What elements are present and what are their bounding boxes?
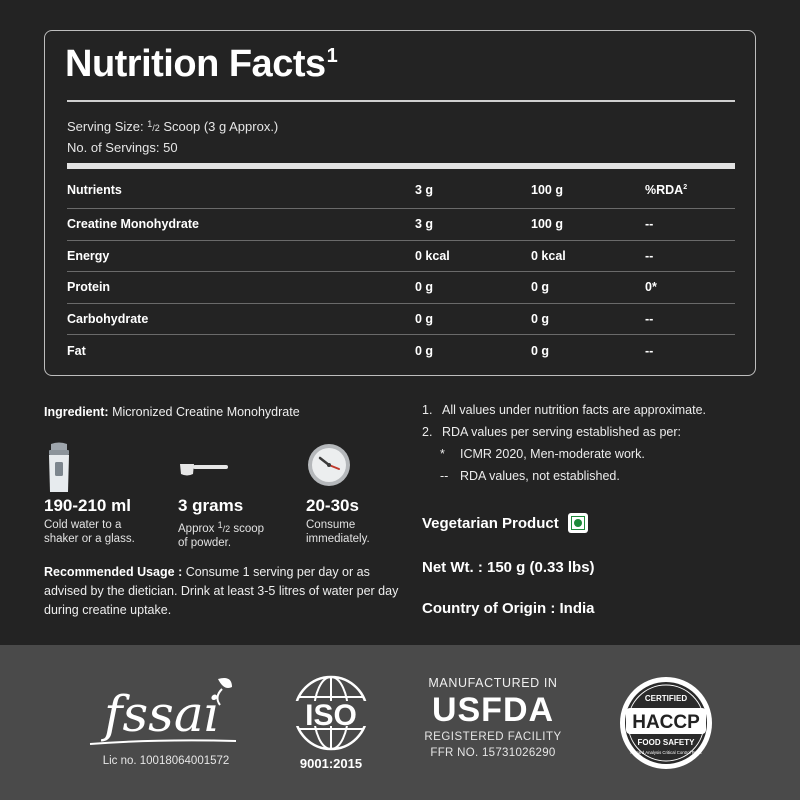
thick-divider (67, 163, 735, 169)
fssai-logo-icon (86, 673, 246, 753)
table-row (67, 335, 735, 367)
row-nutrient: Creatine Monohydrate (67, 217, 199, 232)
usage-water-desc (44, 518, 135, 546)
row-nutrient: Carbohydrate (67, 312, 149, 327)
haccp-seal-icon (616, 673, 716, 773)
serving-size-value: Scoop (3 g Approx.) (159, 119, 279, 134)
serving-fraction: 1/2 (147, 119, 160, 133)
recommended-usage-label: Recommended Usage : (44, 565, 183, 579)
header-nutrient: Nutrients (67, 182, 122, 197)
row-rda: 0* (645, 280, 657, 295)
row-per-serving: 0 kcal (415, 248, 450, 263)
usage-scoop-desc (178, 518, 264, 550)
row-nutrient: Protein (67, 280, 111, 295)
usage-time-desc-line2: immediately. (306, 533, 370, 545)
ingredient-line (44, 405, 300, 419)
servings-count: No. of Servings: 50 (67, 140, 178, 155)
usage-scoop-value: 3 grams (178, 496, 244, 515)
footnote-marker: 2. (422, 425, 433, 439)
fssai-logo-text: fssai (104, 685, 220, 743)
row-nutrient: Fat (67, 344, 86, 359)
footnote-marker: -- (440, 469, 449, 483)
thin-divider (67, 100, 735, 102)
usage-scoop-desc-line2: of powder. (178, 537, 232, 549)
ingredient-label: Ingredient: (44, 405, 109, 419)
usage-scoop-fraction-num: 1 (217, 520, 223, 530)
row-per-serving: 3 g (415, 217, 434, 232)
footnote-marker: 1. (422, 403, 433, 417)
row-per-serving: 0 g (415, 312, 434, 327)
usage-scoop-fraction-den: 2 (225, 524, 231, 534)
clock-icon (306, 442, 370, 494)
ingredient-value: Micronized Creatine Monohydrate (108, 405, 300, 419)
header-rda (645, 183, 735, 197)
footnote-item (422, 447, 706, 469)
footnote-item (422, 425, 706, 447)
net-weight: Net Wt. : 150 g (0.33 lbs) (422, 559, 595, 576)
table-header-row (67, 171, 735, 209)
veg-mark-icon (568, 513, 588, 533)
usage-scoop-fraction: 1/2 (217, 520, 231, 534)
usage-scoop-desc-line1 (178, 518, 264, 536)
header-per-serving: 3 g (415, 182, 434, 197)
footnote-text: RDA values per serving established as per: (442, 425, 682, 439)
shaker-icon (44, 442, 135, 494)
serving-fraction-num: 1 (147, 119, 153, 129)
table-row (67, 304, 735, 336)
usage-time-value: 20-30s (306, 496, 359, 515)
row-per-100g: 0 g (531, 312, 550, 327)
serving-fraction-den: 2 (154, 123, 160, 133)
footnote-text: All values under nutrition facts are approximate. (442, 403, 707, 417)
nutrition-title-footnote: 1 (326, 45, 338, 67)
footnote-marker: * (440, 447, 445, 461)
row-per-100g: 0 g (531, 280, 550, 295)
usage-water (44, 442, 135, 546)
haccp-title: HACCP (632, 712, 700, 733)
nutrition-table (67, 171, 735, 367)
table-row (67, 241, 735, 273)
header-per-100g: 100 g (531, 182, 563, 197)
usage-scoop (178, 442, 264, 550)
usfda-ffr-number: FFR NO. 15731026290 (430, 747, 556, 759)
fssai-license-number: Lic no. 10018064001572 (102, 755, 230, 767)
usfda-manufactured: MANUFACTURED IN (428, 676, 558, 690)
recommended-usage (44, 563, 404, 620)
footnote-text: RDA values, not established. (460, 469, 620, 483)
usage-scoop-unit: scoop (230, 523, 265, 535)
usage-water-desc-line1: Cold water to a (44, 519, 122, 531)
haccp-certified: CERTIFIED (644, 694, 688, 703)
table-row (67, 209, 735, 241)
row-rda: -- (645, 217, 654, 232)
row-per-100g: 100 g (531, 217, 563, 232)
serving-info (67, 114, 278, 158)
row-per-100g: 0 g (531, 344, 550, 359)
usfda-badge (418, 676, 568, 759)
vegetarian-text: Vegetarian Product (422, 514, 559, 532)
header-rda-text: %RDA (645, 182, 684, 197)
usage-time (306, 442, 370, 546)
usfda-registered: REGISTERED FACILITY (424, 731, 562, 743)
row-per-serving: 0 g (415, 344, 434, 359)
vegetarian-label (422, 513, 588, 533)
serving-size-label: Serving Size: (67, 119, 148, 134)
table-row (67, 272, 735, 304)
country-of-origin: Country of Origin : India (422, 600, 595, 617)
iso-globe-icon (286, 675, 376, 755)
footnote-item (422, 469, 706, 491)
row-rda: -- (645, 312, 654, 327)
fssai-badge (86, 673, 246, 783)
certification-footer (0, 645, 800, 800)
serving-size (67, 114, 278, 138)
usfda-title: USFDA (431, 691, 555, 729)
row-rda: -- (645, 344, 654, 359)
iso-logo-text: ISO (305, 699, 357, 732)
recommended-usage-text: Consume 1 serving per day or as advised by the dietician. Drink at least 3-5 litres of water per day during creatine uptake. (44, 565, 399, 617)
footnote-item (422, 403, 706, 425)
haccp-food-safety: FOOD SAFETY (637, 738, 695, 747)
iso-badge (286, 675, 376, 775)
row-nutrient: Energy (67, 248, 110, 263)
footnotes (422, 403, 706, 491)
haccp-subtitle: Hazard Analysis Critical Control Point (630, 750, 702, 755)
usage-water-desc-line2: shaker or a glass. (44, 533, 135, 545)
haccp-badge (616, 673, 716, 773)
usage-time-desc-line1: Consume (306, 519, 356, 531)
row-per-serving: 0 g (415, 280, 434, 295)
header-rda-footnote: 2 (683, 183, 688, 191)
nutrition-title (65, 43, 337, 86)
usage-time-desc (306, 518, 370, 546)
usage-water-value: 190-210 ml (44, 496, 131, 515)
nutrition-title-text: Nutrition Facts (65, 43, 326, 85)
iso-standard: 9001:2015 (299, 756, 363, 771)
usage-scoop-approx: Approx (178, 523, 218, 535)
nutrition-facts-panel (44, 30, 756, 376)
row-per-100g: 0 kcal (531, 248, 566, 263)
footnote-text: ICMR 2020, Men-moderate work. (460, 447, 645, 461)
scoop-icon (178, 442, 264, 494)
row-rda: -- (645, 248, 654, 263)
